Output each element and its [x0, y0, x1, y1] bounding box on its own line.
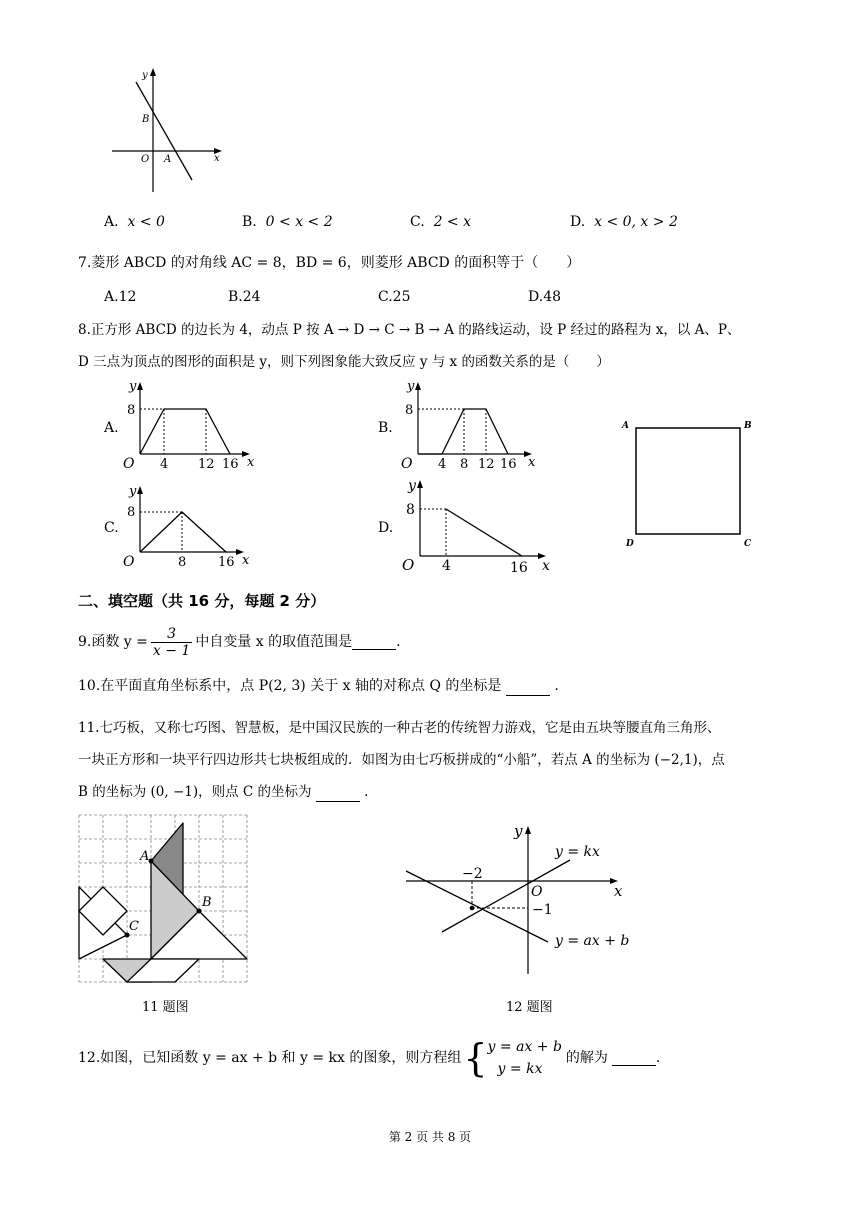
section-2-title: 二、填空题（共 16 分，每题 2 分）	[78, 592, 326, 610]
q8d-y-label: y	[408, 478, 416, 494]
q11-point-a: A	[140, 849, 150, 864]
q10-text: 10.在平面直角坐标系中，点 P(2, 3) 关于 x 轴的对称点 Q 的坐标是	[78, 678, 502, 694]
q8d-tick-16: 16	[510, 560, 528, 576]
q6-option-b[interactable]: B. 0 < x < 2	[242, 214, 333, 230]
q8d-8-label: 8	[406, 502, 415, 518]
q8a-tick-4: 4	[160, 457, 169, 472]
q6-y-label: y	[142, 70, 148, 81]
q8b-x-label: x	[528, 455, 536, 470]
q11-line1: 11.七巧板，又称七巧图、智慧板，是中国汉民族的一种古老的传统智力游戏，它是由五块等腰直角三角形、	[78, 720, 721, 736]
q12-answer-blank[interactable]	[612, 1051, 656, 1066]
q11-line3: B 的坐标为 (0, −1)，则点 C 的坐标为 .	[78, 784, 369, 800]
q7-option-a[interactable]: A.12	[104, 289, 137, 305]
q11-point-c: C	[129, 919, 139, 934]
q8c-origin-label: O	[123, 554, 135, 570]
q12-origin-label: O	[531, 884, 543, 900]
q8-square-d: D	[626, 539, 634, 549]
q12-x-label: x	[614, 882, 623, 900]
q12-neg1-label: −1	[532, 902, 553, 918]
q8-option-b-letter[interactable]: B.	[378, 420, 393, 436]
q8-square-c: C	[744, 539, 752, 549]
q9-answer-blank[interactable]	[352, 635, 396, 650]
q8b-tick-4: 4	[438, 457, 447, 472]
q8-option-c-letter[interactable]: C.	[104, 520, 119, 536]
q8-stem-line1: 8.正方形 ABCD 的边长为 4，动点 P 按 A → D → C → B → A 的路线运动，设 P 经过的路程为 x，以 A、P、	[78, 322, 741, 338]
q8a-8-label: 8	[127, 403, 136, 418]
q6-option-a[interactable]: A. x < 0	[104, 214, 165, 230]
q12-suffix: 的解为	[565, 1050, 608, 1066]
q6-x-label: x	[214, 153, 220, 164]
q8c-tick-16: 16	[218, 555, 235, 570]
q6-origin-label: O	[141, 154, 150, 165]
q10: 10.在平面直角坐标系中，点 P(2, 3) 关于 x 轴的对称点 Q 的坐标是 .	[78, 678, 559, 694]
q8c-8-label: 8	[127, 505, 136, 520]
q8d-origin-label: O	[402, 556, 415, 574]
q11-line2: 一块正方形和一块平行四边形共七块板组成的．如图为由七巧板拼成的“小船”，若点 A 的坐标为 (−2,1)，点	[78, 752, 725, 768]
q9-prefix: 9.函数 y =	[78, 634, 148, 650]
q8a-y-label: y	[129, 379, 137, 394]
q9-suffix: 中自变量 x 的取值范围是	[195, 634, 353, 650]
q8-option-a-letter[interactable]: A.	[104, 420, 119, 436]
q8b-tick-16: 16	[500, 457, 517, 472]
q6-a-label: A	[164, 154, 172, 165]
q8b-8-label: 8	[405, 403, 414, 418]
q12-prefix: 12.如图，已知函数 y = ax + b 和 y = kx 的图象，则方程组	[78, 1050, 462, 1066]
q12-kx-label: y = kx	[555, 844, 600, 860]
q9-fraction: $\frac{3}{x - 1}$	[152, 625, 191, 659]
q10-answer-blank[interactable]	[506, 681, 550, 696]
q8b-tick-12: 12	[478, 457, 495, 472]
q8a-origin-label: O	[123, 456, 135, 472]
q11-point-b: B	[202, 895, 212, 910]
q8a-tick-12: 12	[198, 457, 215, 472]
q12-eq2: y = kx	[497, 1061, 543, 1077]
q8d-x-label: x	[542, 558, 550, 574]
q12-axb-label: y = ax + b	[555, 933, 630, 949]
q8a-tick-16: 16	[222, 457, 239, 472]
q8c-tick-8: 8	[178, 555, 187, 570]
q8c-y-label: y	[129, 484, 137, 499]
q6-option-c[interactable]: C. 2 < x	[410, 214, 472, 230]
q8-square-a: A	[622, 421, 629, 431]
q9: 9.函数 y = $\frac{3}{x - 1}$ 中自变量 x 的取值范围是 .	[78, 625, 401, 659]
q8c-x-label: x	[242, 553, 250, 568]
q8-graph-b[interactable]	[398, 378, 548, 472]
q12: 12.如图，已知函数 y = ax + b 和 y = kx 的图象，则方程组 { y = ax + b y = kx 的解为 .	[78, 1036, 661, 1080]
q12-graph	[400, 820, 640, 980]
q7-option-c[interactable]: C.25	[378, 289, 411, 305]
q7-option-d[interactable]: D.48	[528, 289, 562, 305]
q7-stem: 7.菱形 ABCD 的对角线 AC = 8，BD = 6，则菱形 ABCD 的面积等于（ ）	[78, 255, 581, 271]
q8-graph-d[interactable]	[398, 474, 568, 578]
q8-stem-line2: D 三点为顶点的图形的面积是 y，则下列图象能大致反应 y 与 x 的函数关系的是（ ）	[78, 354, 610, 370]
q12-brace: {	[463, 1036, 488, 1080]
q8d-tick-4: 4	[442, 558, 451, 574]
q8b-tick-8: 8	[460, 457, 469, 472]
q12-caption: 12 题图	[506, 1000, 553, 1015]
q12-y-label: y	[514, 822, 523, 840]
q6-b-label: B	[142, 114, 150, 125]
q12-eq1: y = ax + b	[487, 1039, 562, 1055]
q8b-origin-label: O	[401, 456, 413, 472]
q8-option-d-letter[interactable]: D.	[378, 520, 394, 536]
q8-square	[618, 414, 762, 552]
q11-answer-blank[interactable]	[316, 787, 360, 802]
q7-option-b[interactable]: B.24	[228, 289, 261, 305]
q6-option-d[interactable]: D. x < 0, x > 2	[570, 214, 678, 230]
q12-neg2-label: −2	[462, 866, 483, 882]
page-footer: 第 2 页 共 8 页	[388, 1130, 472, 1144]
q8b-y-label: y	[407, 379, 415, 394]
q8-graph-c[interactable]	[120, 482, 260, 572]
q12-system	[488, 1036, 562, 1080]
q6-graph	[106, 64, 226, 196]
q8-graph-a[interactable]	[120, 378, 270, 472]
q11-tangram-figure	[78, 814, 250, 984]
q11-caption: 11 题图	[142, 1000, 189, 1015]
q8-square-b: B	[744, 421, 752, 431]
q8a-x-label: x	[247, 455, 255, 470]
